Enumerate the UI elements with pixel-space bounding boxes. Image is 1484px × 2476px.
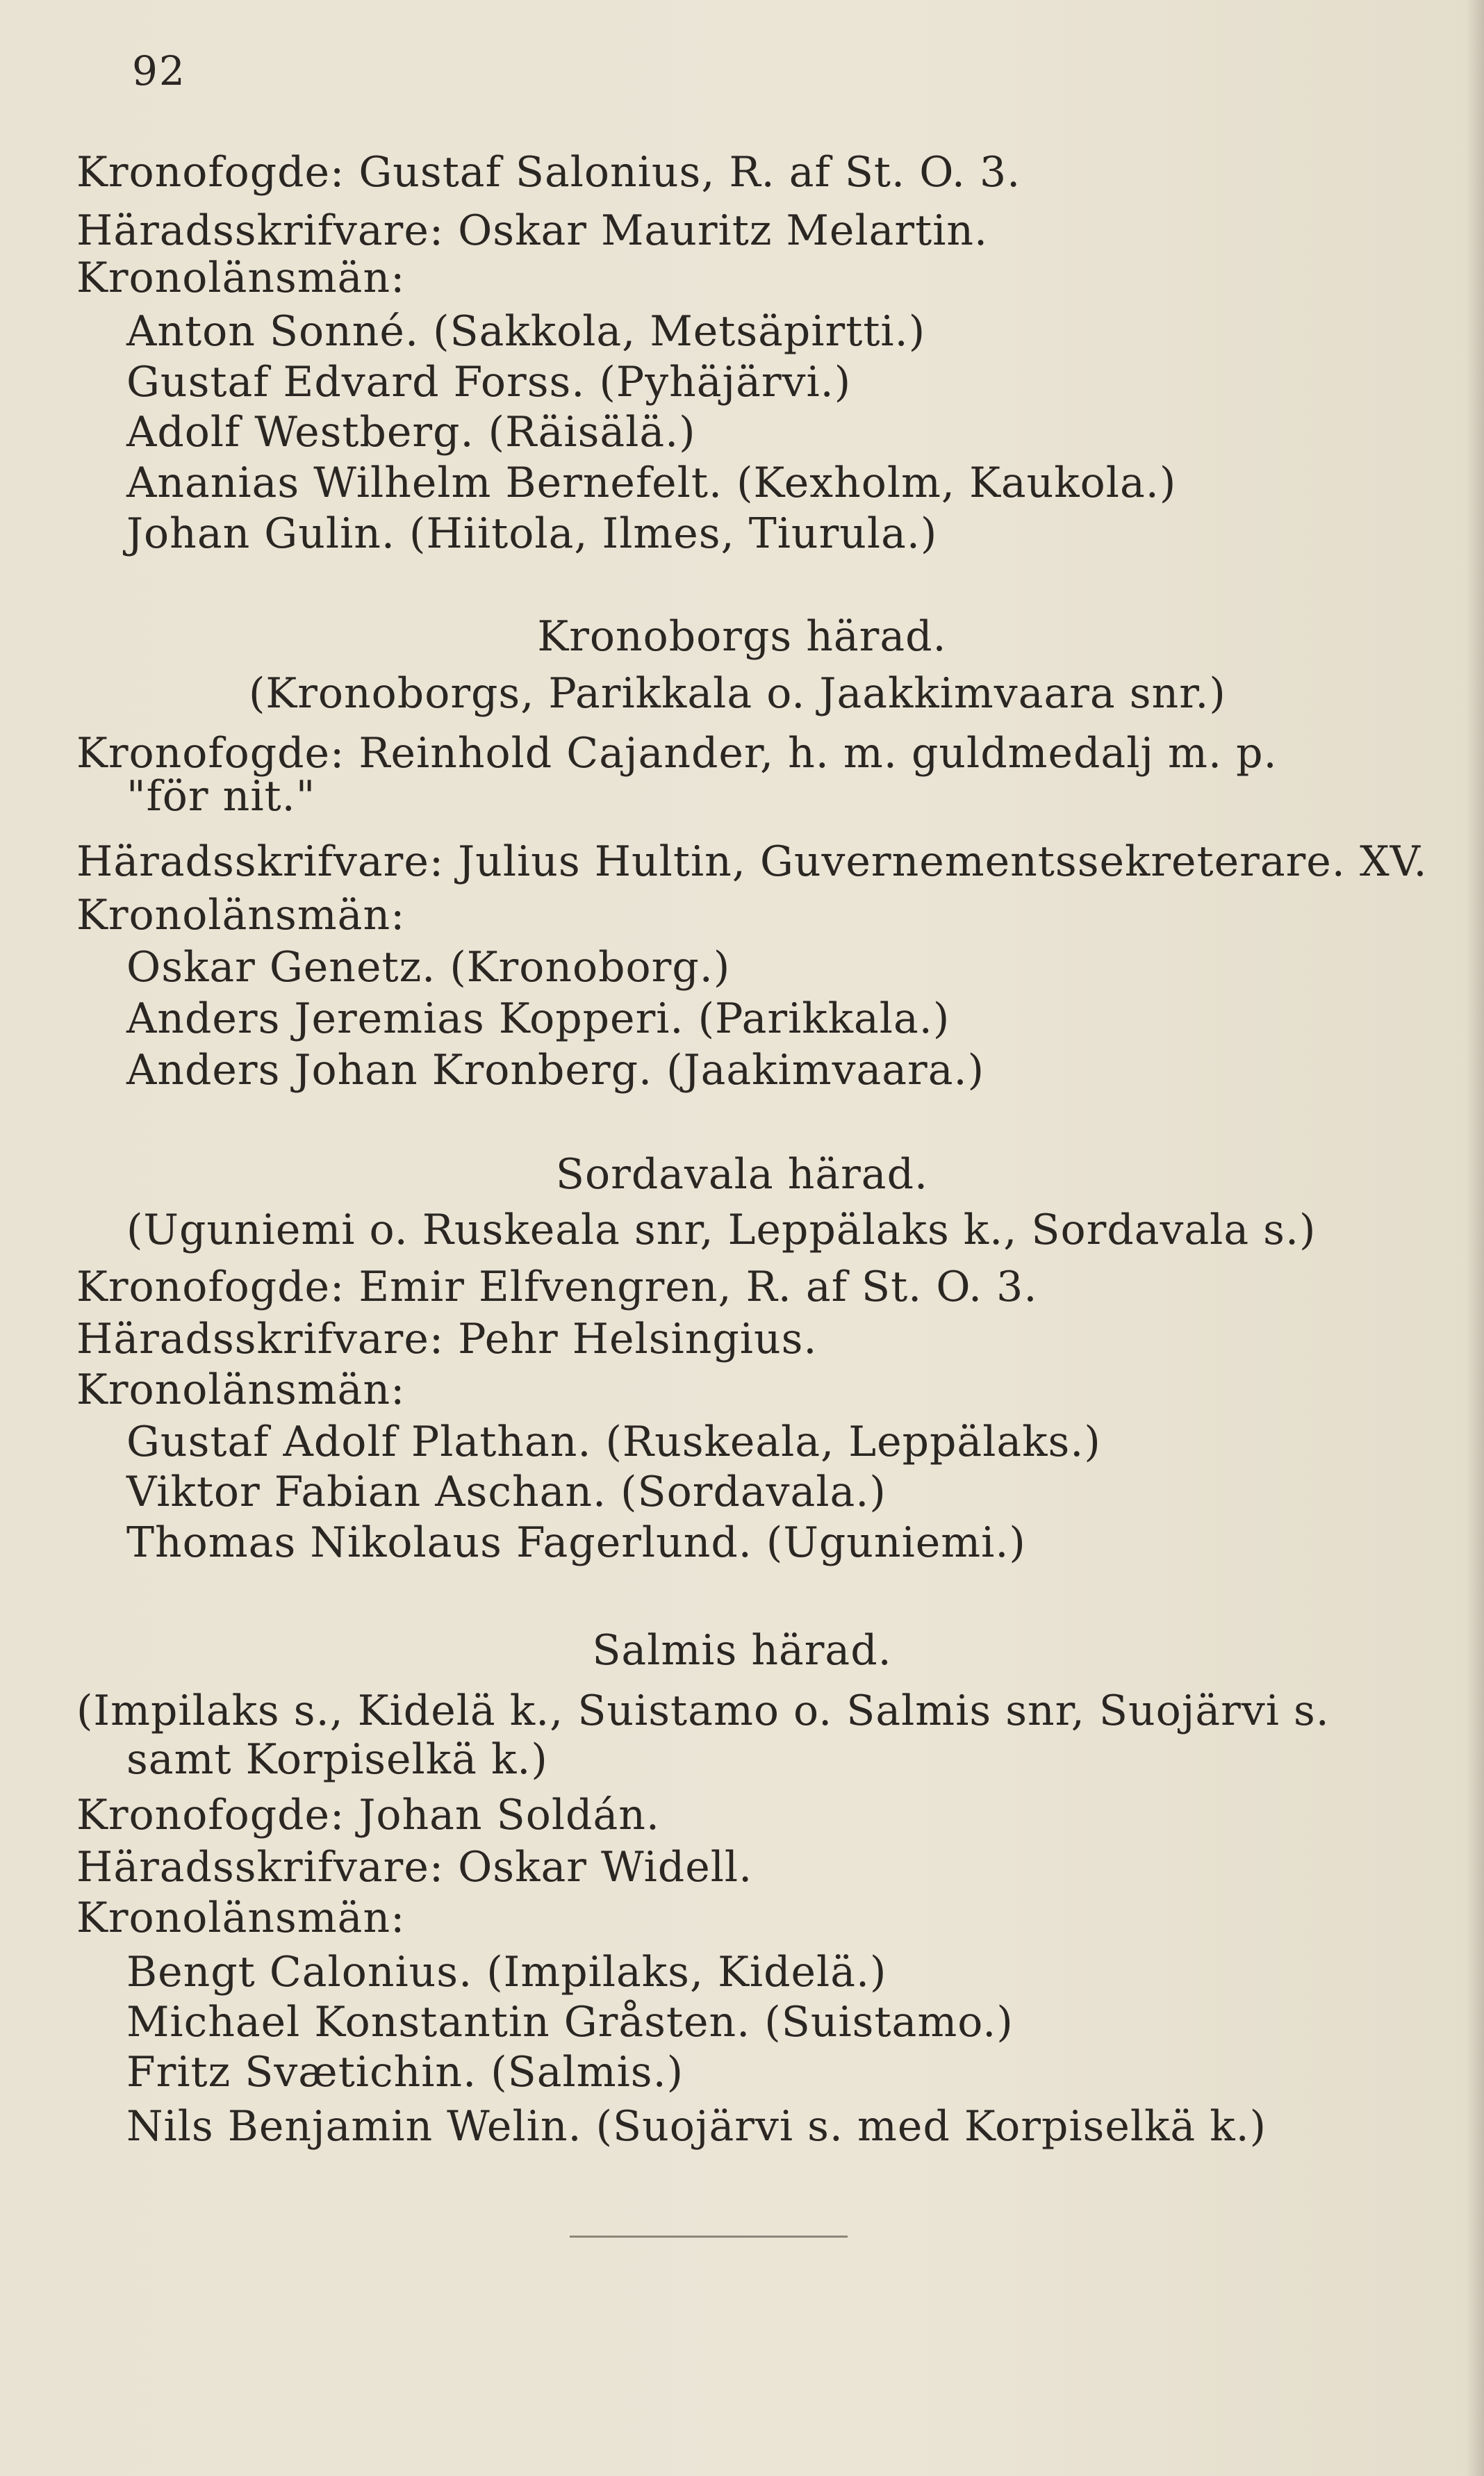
text-line: (Impilaks s., Kidelä k., Suistamo o. Salmis snr, Suojärvi s. [76,1687,1330,1735]
text-line: Kronolänsmän: [76,254,406,302]
text-line: samt Korpiselkä k.) [126,1735,548,1784]
page-edge-shadow [1466,0,1484,2476]
text-line: Kronolänsmän: [76,891,406,940]
text-line: Häradsskrifvare: Oskar Widell. [76,1843,753,1892]
text-line: Kronofogde: Reinhold Cajander, h. m. guldmedalj m. p. [76,729,1278,778]
text-line: Kronofogde: Emir Elfvengren, R. af St. O. 3. [76,1263,1038,1311]
text-line: Gustaf Adolf Plathan. (Ruskeala, Leppälaks.) [126,1418,1101,1466]
text-line: Michael Konstantin Gråsten. (Suistamo.) [126,1998,1014,2047]
text-line: Anders Jeremias Kopperi. (Parikkala.) [126,994,950,1043]
text-line: Nils Benjamin Welin. (Suojärvi s. med Korpiselkä k.) [126,2102,1267,2151]
text-line: "för nit." [126,772,316,821]
text-line: Fritz Svætichin. (Salmis.) [126,2048,684,2097]
text-line: Thomas Nikolaus Fagerlund. (Uguniemi.) [126,1518,1026,1567]
section-heading: Salmis härad. [592,1626,892,1675]
text-line: (Kronoborgs, Parikkala o. Jaakkimvaara snr.) [249,669,1226,718]
text-line: Kronofogde: Johan Soldán. [76,1791,660,1839]
text-line: Bengt Calonius. (Impilaks, Kidelä.) [126,1948,887,1997]
text-line: Viktor Fabian Aschan. (Sordavala.) [126,1468,887,1516]
text-line: Kronolänsmän: [76,1366,406,1414]
text-line: Häradsskrifvare: Oskar Mauritz Melartin. [76,206,989,255]
section-heading: Kronoborgs härad. [537,612,947,661]
text-line: Anton Sonné. (Sakkola, Metsäpirtti.) [126,307,926,356]
text-line: Gustaf Edvard Forss. (Pyhäjärvi.) [126,358,852,407]
text-line: Oskar Genetz. (Kronoborg.) [126,943,731,992]
text-line: Kronolänsmän: [76,1894,406,1942]
page-number: 92 [132,47,186,95]
text-line: Häradsskrifvare: Julius Hultin, Guvernementssekreterare. XV. [76,837,1428,886]
text-line: Johan Gulin. (Hiitola, Ilmes, Tiurula.) [126,509,938,558]
text-line: Ananias Wilhelm Bernefelt. (Kexholm, Kaukola.) [126,459,1177,507]
text-line: Adolf Westberg. (Räisälä.) [126,408,696,457]
text-line: Häradsskrifvare: Pehr Helsingius. [76,1315,818,1363]
end-rule [570,2236,848,2238]
text-line: Anders Johan Kronberg. (Jaakimvaara.) [126,1046,984,1094]
text-line: Kronofogde: Gustaf Salonius, R. af St. O. 3. [76,148,1021,197]
text-line: (Uguniemi o. Ruskeala snr, Leppälaks k., Sordavala s.) [126,1206,1317,1254]
section-heading: Sordavala härad. [555,1150,929,1199]
